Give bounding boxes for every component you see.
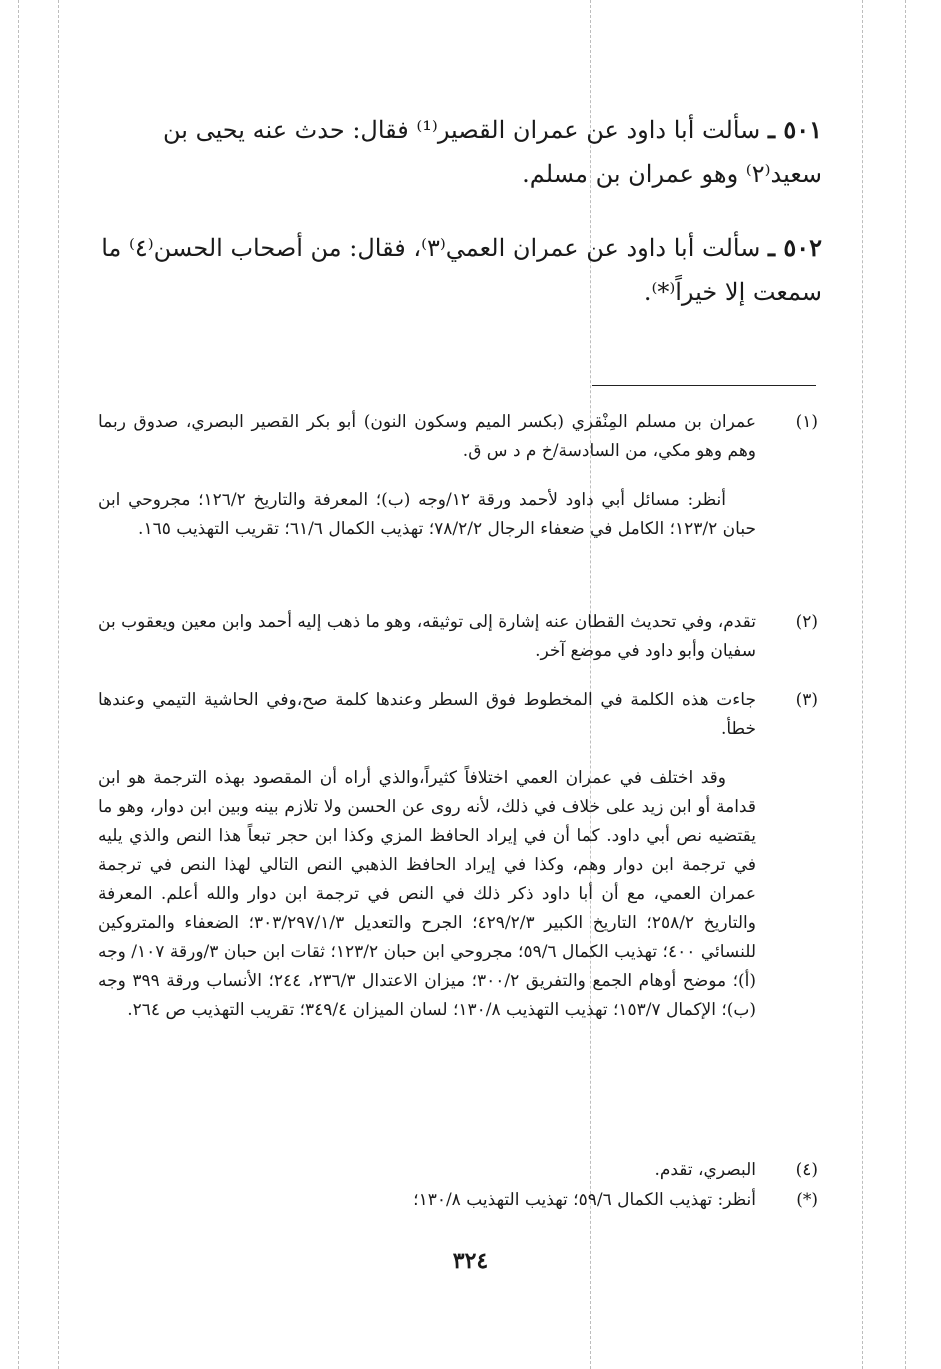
footnote-mark: (٣) (795, 690, 818, 710)
entry-501 (100, 108, 822, 196)
footnote-mark: (*) (796, 1190, 818, 1210)
footnote-2 (98, 608, 818, 666)
footnote-mark: (٢) (795, 612, 818, 632)
footnote-star (98, 1186, 818, 1215)
footnote-text: وقد اختلف في عمران العمي اختلافاً كثيراً،والذي أراه أن المقصود بهذه الترجمة هو ابن قدامة أو ابن زيد على خلاف في ذلك، لأنه روى عن الحسن ولا تلازم بينه وبين ابن دوار، وهو ما يقتضيه نص أبي داود. كما أن في إيراد الحافظ المزي وكذا ابن حجر تبعاً هذا النص والذي يليه في ترجمة ابن دوار وهم، وكذا في إيراد الحافظ الذهبي النص التالي لهذا النص في ترجمة عمران العمي، مع أن أبا داود ذكر ذلك في النص في ترجمة ابن دوار والله أعلم. المعرفة والتاريخ ٢٥٨/٢؛ التاريخ الكبير ٤٢٩/٢/٣؛ الجرح والتعديل ٣٠٣/٢٩٧/١/٣؛ الضعفاء والمتروكين للنسائي ٤٠٠؛ تهذيب الكمال ٥٩/٦؛ مجروحي ابن حبان ١٢٣/٢؛ ثقات ابن حبان ٣/ورقة ١٠٧/ وجه (أ)؛ موضح أوهام الجمع والتفريق ٣٠٠/٢؛ ميزان الاعتدال ٢٣٦/٣، ٢٤٤؛ الأنساب ورقة ٣٩٩ وجه (ب)؛ الإكمال ١٥٣/٧؛ تهذيب التهذيب ١٣٠/٨؛ لسان الميزان ٣٤٩/٤؛ تقريب التهذيب ص ٢٦٤. (98, 768, 757, 1020)
entry-502 (100, 226, 822, 314)
scan-guide-line (58, 0, 59, 1369)
entry-text: سألت أبا داود عن عمران العمي⁽٣⁾، فقال: من أصحاب الحسن⁽٤⁾ ما سمعت إلا خيراً⁽*⁾. (101, 234, 822, 306)
footnote-text: عمران بن مسلم المِنْقري (بكسر الميم وسكون النون) أبو بكر القصير البصري، صدوق ربما وهم وهو مكي، من السادسة/خ م د س ق. (98, 412, 756, 461)
footnote-text: أنظر: مسائل أبي داود لأحمد ورقة ١٢/وجه (ب)؛ المعرفة والتاريخ ١٢٦/٢؛ مجروحي ابن حبان ١٢٣/٢؛ الكامل في ضعفاء الرجال ٧٨/٢/٢؛ تهذيب الكمال ٦١/٦؛ تقريب التهذيب ١٦٥. (98, 490, 756, 539)
footnote-text: البصري، تقدم. (654, 1160, 756, 1180)
footnote-mark: (٤) (795, 1160, 818, 1180)
entry-text: سألت أبا داود عن عمران القصير⁽¹⁾ فقال: حدث عنه يحيى بن سعيد⁽٢⁾ وهو عمران بن مسلم. (162, 116, 822, 188)
footnote-text: أنظر: تهذيب الكمال ٥٩/٦؛ تهذيب التهذيب ١٣٠/٨؛ (413, 1190, 756, 1210)
footnote-4 (98, 1156, 818, 1185)
scan-guide-line (905, 0, 906, 1369)
scan-guide-line (18, 0, 19, 1369)
page-number: ٣٢٤ (452, 1248, 489, 1274)
footnote-1 (98, 408, 818, 466)
entry-number: ٥٠١ ـ (767, 115, 822, 144)
footnote-3 (98, 686, 818, 744)
footnote-1-references (98, 486, 818, 544)
footnote-text: تقدم، وفي تحديث القطان عنه إشارة إلى توثيقه، وهو ما ذهب إليه أحمد وابن معين ويعقوب بن سفيان وأبو داود في موضع آخر. (98, 612, 756, 661)
scan-guide-line (862, 0, 863, 1369)
footnote-3-discussion (98, 764, 818, 1025)
footnote-mark: (١) (795, 412, 818, 432)
footnote-text: جاءت هذه الكلمة في المخطوط فوق السطر وعندها كلمة صح،وفي الحاشية التيمي وعندها خطأ. (98, 690, 756, 739)
entry-number: ٥٠٢ ـ (767, 233, 822, 262)
footnote-separator (592, 385, 816, 386)
